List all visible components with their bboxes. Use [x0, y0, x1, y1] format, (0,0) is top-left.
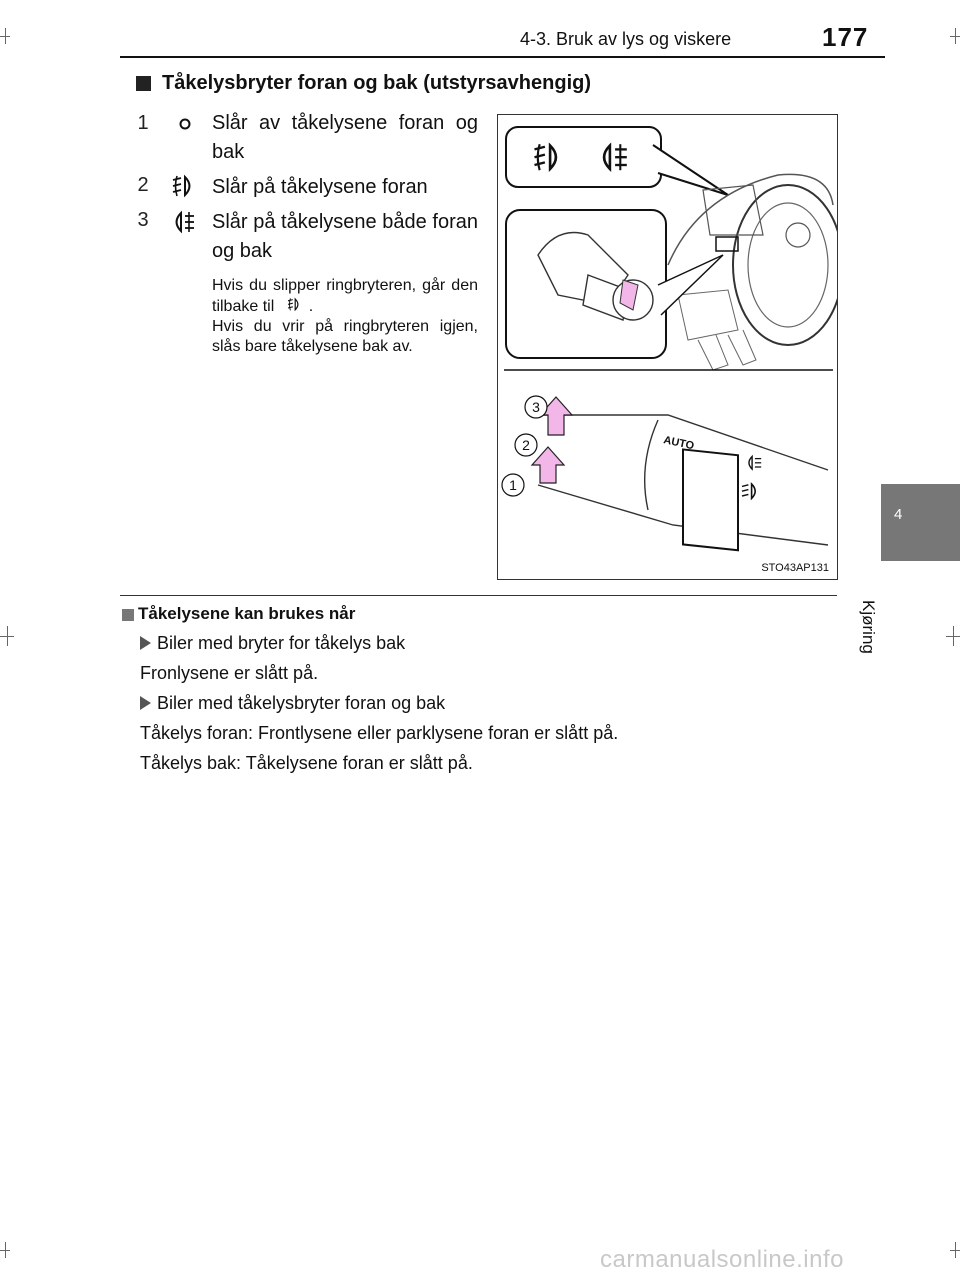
crop-mark [5, 1242, 6, 1258]
step-number-2: 2 [137, 174, 149, 196]
bullet-item: Biler med bryter for tåkelys bak [157, 633, 406, 653]
body-text: Tåkelys bak: Tåkelysene foran er slått på. [140, 753, 473, 773]
bullet-arrow-icon [140, 636, 151, 650]
section-marker-icon [136, 76, 151, 91]
crop-mark [953, 626, 954, 646]
subsection-marker-icon [122, 609, 134, 621]
rear-fog-light-icon [749, 457, 761, 470]
bullet-item: Biler med tåkelysbryter foran og bak [157, 693, 446, 713]
step-number-3: 3 [137, 209, 149, 231]
step-text-1: Slår av tåkelysene foran og bak [212, 112, 478, 163]
body-text: Tåkelys foran: Frontlysene eller parklysene foran er slått på. [140, 723, 619, 743]
callout-2: 2 [522, 437, 530, 453]
subsection-title: Tåkelysene kan brukes når [138, 604, 356, 623]
step-text-3: Slår på tåkelysene både foran og bak [212, 211, 478, 262]
callout-3: 3 [532, 399, 540, 415]
off-circle-icon [170, 110, 200, 140]
illustration-figure [497, 114, 838, 580]
note-line2: Hvis du vrir på ringbryteren igjen, slås bare tåkelysene bak av. [212, 318, 478, 355]
step-number-1: 1 [137, 112, 149, 134]
crop-mark [955, 28, 956, 44]
crop-mark [7, 626, 8, 646]
note-text [212, 276, 478, 357]
chapter-number: 4 [894, 506, 903, 523]
page-number: 177 [822, 22, 869, 52]
front-fog-light-icon [742, 484, 755, 498]
figure-id: STO43AP131 [761, 562, 829, 574]
chapter-label: Kjøring [859, 600, 878, 654]
auto-label: AUTO [662, 434, 696, 453]
section-divider [120, 595, 837, 596]
front-fog-light-icon [283, 296, 305, 314]
front-fog-light-icon [168, 172, 198, 202]
step-text-2: Slår på tåkelysene foran [212, 176, 428, 198]
section-title: Tåkelysbryter foran og bak (utstyrsavhengig) [162, 72, 592, 94]
crop-mark [955, 1242, 956, 1258]
watermark: carmanualsonline.info [600, 1246, 844, 1273]
rear-fog-light-icon [168, 208, 198, 238]
callout-1: 1 [509, 477, 517, 493]
header-rule [120, 56, 885, 58]
chapter-tab [881, 484, 960, 561]
fog-switch-illustration [498, 115, 837, 579]
crop-mark [5, 28, 6, 44]
bullet-arrow-icon [140, 696, 151, 710]
note-line1: Hvis du slipper ringbryteren, går den tilbake til [212, 277, 478, 315]
header-section-title: 4-3. Bruk av lys og viskere [520, 29, 732, 49]
body-text: Fronlysene er slått på. [140, 663, 319, 683]
note-line1-end: . [308, 298, 314, 315]
